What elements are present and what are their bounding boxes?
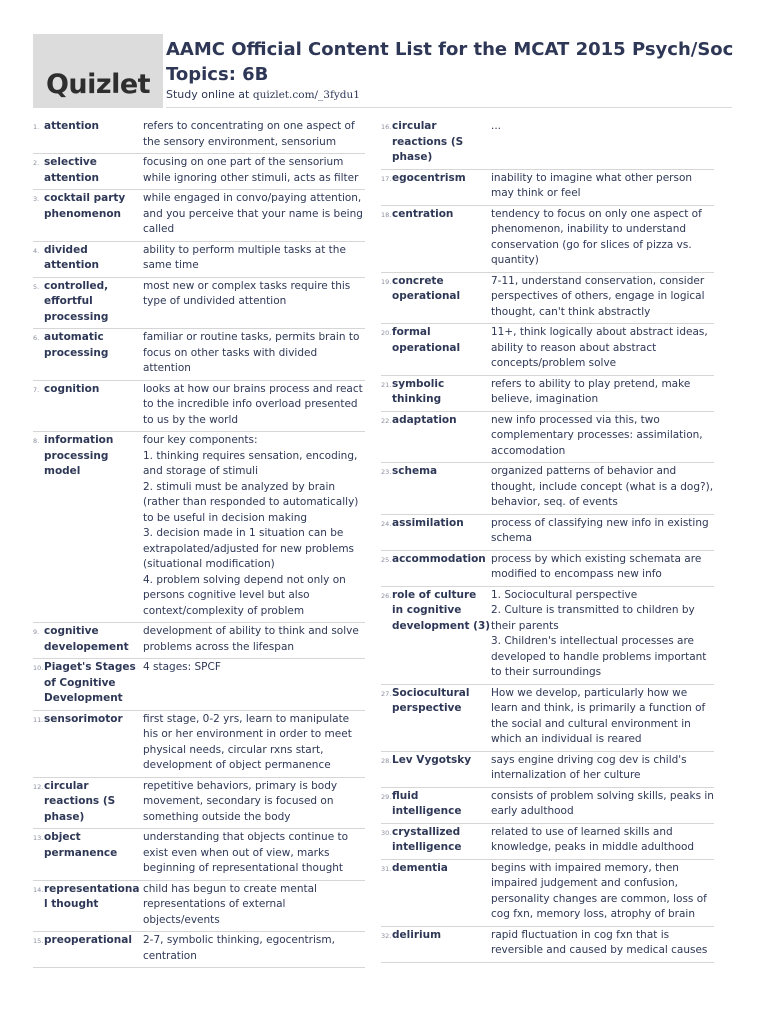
card-definition: new info processed via this, two complementary processes: assimilation, accomodation bbox=[491, 413, 703, 457]
card-definition: inability to imagine what other person may think or feel bbox=[491, 171, 693, 199]
card-number: 18. bbox=[381, 210, 392, 219]
card-row bbox=[381, 206, 714, 273]
card-term: object permanence bbox=[44, 831, 118, 859]
card-definition: How we develop, particularly how we learn and think, is primarily a function of the social and cultural environment in which an individual is reared bbox=[491, 686, 706, 745]
card-definition: 2-7, symbolic thinking, egocentrism, centration bbox=[143, 934, 335, 962]
card-definition: says engine driving cog dev is child's internalization of her culture bbox=[491, 753, 687, 781]
card-row bbox=[381, 587, 714, 685]
left-card-list bbox=[33, 118, 365, 968]
card-definition: rapid fluctuation in cog fxn that is reversible and caused by medical causes bbox=[491, 928, 708, 956]
card-row bbox=[381, 376, 714, 412]
card-row bbox=[33, 242, 365, 278]
card-term: fluid intelligence bbox=[392, 789, 462, 817]
card-row bbox=[33, 881, 365, 933]
card-definition: ... bbox=[491, 120, 502, 132]
card-row bbox=[381, 463, 714, 515]
card-number: 16. bbox=[381, 123, 392, 131]
card-definition: while engaged in convo/paying attention, and you perceive that your name is being called bbox=[143, 192, 363, 235]
card-term: controlled, effortful processing bbox=[44, 279, 109, 323]
study-url-link[interactable]: quizlet.com/_3fydu1 bbox=[252, 89, 360, 101]
card-row bbox=[381, 273, 714, 325]
card-row bbox=[381, 515, 714, 551]
card-definition: 4 stages: SPCF bbox=[143, 661, 221, 673]
card-definition: consists of problem solving skills, peaks in early adulthood bbox=[491, 789, 714, 817]
card-number: 21. bbox=[381, 380, 392, 389]
card-number: 1. bbox=[33, 123, 40, 131]
card-row bbox=[33, 381, 365, 433]
card-row bbox=[381, 824, 714, 860]
card-definition: related to use of learned skills and knowledge, peaks in middle adulthood bbox=[491, 825, 695, 853]
card-definition: process of classifying new info in existing schema bbox=[491, 516, 709, 544]
card-row bbox=[33, 711, 365, 778]
card-term: representational thought bbox=[44, 882, 140, 910]
card-number: 5. bbox=[33, 282, 40, 291]
card-row bbox=[381, 752, 714, 788]
card-definition: development of ability to think and solve problems across the lifespan bbox=[143, 625, 359, 653]
card-number: 10. bbox=[33, 664, 44, 672]
card-row bbox=[33, 623, 365, 659]
study-online-line bbox=[166, 88, 360, 101]
card-number: 8. bbox=[33, 437, 40, 445]
card-row bbox=[33, 659, 365, 711]
card-term: egocentrism bbox=[392, 171, 466, 184]
card-definition: 1. Sociocultural perspective 2. Culture is transmitted to children by their parents 3. Children's intellectual processes are developed to handle problems important to their surroundings bbox=[491, 588, 707, 678]
card-number: 27. bbox=[381, 689, 392, 698]
card-term: centration bbox=[392, 207, 454, 220]
card-term: automatic processing bbox=[44, 331, 109, 359]
card-row bbox=[381, 551, 714, 587]
card-number: 17. bbox=[381, 174, 392, 183]
card-row bbox=[33, 154, 365, 190]
card-number: 4. bbox=[33, 246, 40, 255]
card-term: symbolic thinking bbox=[392, 377, 445, 405]
card-number: 23. bbox=[381, 468, 392, 476]
card-term: circular reactions (S phase) bbox=[392, 120, 464, 163]
card-row bbox=[381, 118, 714, 170]
card-row bbox=[33, 829, 365, 881]
card-term: divided attention bbox=[44, 243, 100, 271]
card-definition: understanding that objects continue to exist even when out of view, marks beginning of representational thought bbox=[143, 831, 349, 874]
card-term: assimilation bbox=[392, 516, 464, 529]
card-term: cognitive developement bbox=[44, 625, 129, 653]
card-term: cognition bbox=[44, 382, 100, 395]
card-definition: refers to concentrating on one aspect of the sensory environment, sensorium bbox=[143, 120, 355, 148]
card-term: preoperational bbox=[44, 934, 132, 946]
card-definition: tendency to focus on only one aspect of phenomenon, inability to understand conservation (go for slices of pizza vs. quantity) bbox=[491, 207, 702, 266]
header-divider bbox=[166, 107, 732, 108]
card-term: selective attention bbox=[44, 156, 100, 184]
card-number: 14. bbox=[33, 885, 44, 894]
study-online-label: Study online at bbox=[166, 88, 253, 101]
card-number: 11. bbox=[33, 715, 44, 724]
card-definition: 11+, think logically about abstract ideas, ability to reason about abstract concepts/problem solve bbox=[491, 326, 708, 369]
logo-text: Quizlet bbox=[45, 69, 151, 100]
card-definition: process by which existing schemata are modified to encompass new info bbox=[491, 552, 702, 580]
card-number: 3. bbox=[33, 195, 40, 203]
card-number: 26. bbox=[381, 591, 392, 600]
card-definition: begins with impaired memory, then impaired judgement and confusion, personality changes are common, loss of cog fxn, memory loss, atrophy of brain bbox=[491, 861, 707, 920]
card-term: concrete operational bbox=[392, 274, 461, 302]
right-card-list bbox=[381, 118, 714, 963]
card-definition: organized patterns of behavior and thought, include concept (what is a dog?), behavior, seq. of events bbox=[491, 465, 714, 508]
card-number: 12. bbox=[33, 782, 44, 791]
card-term: attention bbox=[44, 120, 100, 132]
card-number: 7. bbox=[33, 385, 40, 394]
card-definition: looks at how our brains process and react to the incredible info overload presented to us by the world bbox=[143, 382, 363, 426]
card-row bbox=[381, 412, 714, 464]
card-row bbox=[33, 778, 365, 830]
card-term: Lev Vygotsky bbox=[392, 753, 472, 766]
card-row bbox=[33, 432, 365, 623]
card-row bbox=[33, 190, 365, 242]
card-number: 22. bbox=[381, 416, 392, 425]
card-definition: ability to perform multiple tasks at the same time bbox=[143, 243, 346, 271]
card-row bbox=[381, 324, 714, 376]
card-definition: first stage, 0-2 yrs, learn to manipulate his or her environment in order to meet physical needs, circular rxns start, development of object permanence bbox=[143, 712, 352, 771]
card-term: crystallized intelligence bbox=[392, 825, 462, 853]
card-definition: 7-11, understand conservation, consider perspectives of others, engage in logical thought, can't think abstractly bbox=[491, 274, 705, 318]
card-term: sensorimotor bbox=[44, 712, 123, 725]
card-number: 24. bbox=[381, 519, 392, 528]
card-row bbox=[381, 685, 714, 752]
card-definition: focusing on one part of the sensorium while ignoring other stimuli, acts as filter bbox=[143, 156, 359, 184]
card-term: Piaget's Stages of Cognitive Development bbox=[44, 661, 136, 704]
card-number: 30. bbox=[381, 828, 392, 837]
card-number: 6. bbox=[33, 334, 40, 342]
card-row bbox=[381, 788, 714, 824]
card-term: role of culture in cognitive development (3) bbox=[392, 588, 491, 632]
card-number: 20. bbox=[381, 329, 392, 337]
card-number: 15. bbox=[33, 937, 44, 945]
card-row bbox=[381, 927, 714, 963]
card-term: accommodation bbox=[392, 552, 486, 565]
card-row bbox=[381, 860, 714, 927]
card-term: cocktail party phenomenon bbox=[44, 192, 126, 220]
page-title: AAMC Official Content List for the MCAT 2015 Psych/Soc Topics: 6B bbox=[166, 39, 734, 85]
card-row bbox=[33, 329, 365, 381]
card-row bbox=[33, 932, 365, 968]
card-row bbox=[381, 170, 714, 206]
card-term: information processing model bbox=[44, 434, 114, 477]
card-term: dementia bbox=[392, 861, 448, 874]
card-term: schema bbox=[392, 465, 438, 477]
card-definition: four key components: 1. thinking requires sensation, encoding, and storage of stimuli 2. stimuli must be analyzed by brain (rather than responded to automatically) to be useful in decision making 3. decision made in 1 situation can be extrapolated/adjusted for new problems (situational modification) 4. problem solving depend not only on persons cognitive level but also context/complexity of problem bbox=[143, 434, 359, 617]
card-definition: child has begun to create mental representations of external objects/events bbox=[143, 882, 317, 926]
card-term: formal operational bbox=[392, 326, 461, 354]
card-term: Sociocultural perspective bbox=[392, 686, 470, 714]
card-definition: most new or complex tasks require this type of undivided attention bbox=[143, 279, 351, 307]
card-number: 29. bbox=[381, 792, 392, 801]
card-term: delirium bbox=[392, 928, 442, 941]
card-number: 31. bbox=[381, 864, 392, 873]
card-definition: repetitive behaviors, primary is body movement, secondary is focused on something outside the body bbox=[143, 779, 338, 823]
card-number: 2. bbox=[33, 159, 40, 167]
card-number: 28. bbox=[381, 756, 392, 765]
card-term: adaptation bbox=[392, 413, 457, 426]
card-number: 9. bbox=[33, 628, 40, 636]
card-row bbox=[33, 278, 365, 330]
card-term: circular reactions (S phase) bbox=[44, 779, 116, 823]
card-number: 25. bbox=[381, 555, 392, 564]
card-number: 32. bbox=[381, 931, 392, 940]
card-definition: refers to ability to play pretend, make believe, imagination bbox=[491, 377, 691, 405]
quizlet-logo bbox=[33, 34, 163, 108]
card-row bbox=[33, 118, 365, 154]
card-number: 13. bbox=[33, 834, 44, 842]
card-definition: familiar or routine tasks, permits brain to focus on other tasks with divided attention bbox=[143, 331, 360, 374]
card-number: 19. bbox=[381, 277, 392, 286]
